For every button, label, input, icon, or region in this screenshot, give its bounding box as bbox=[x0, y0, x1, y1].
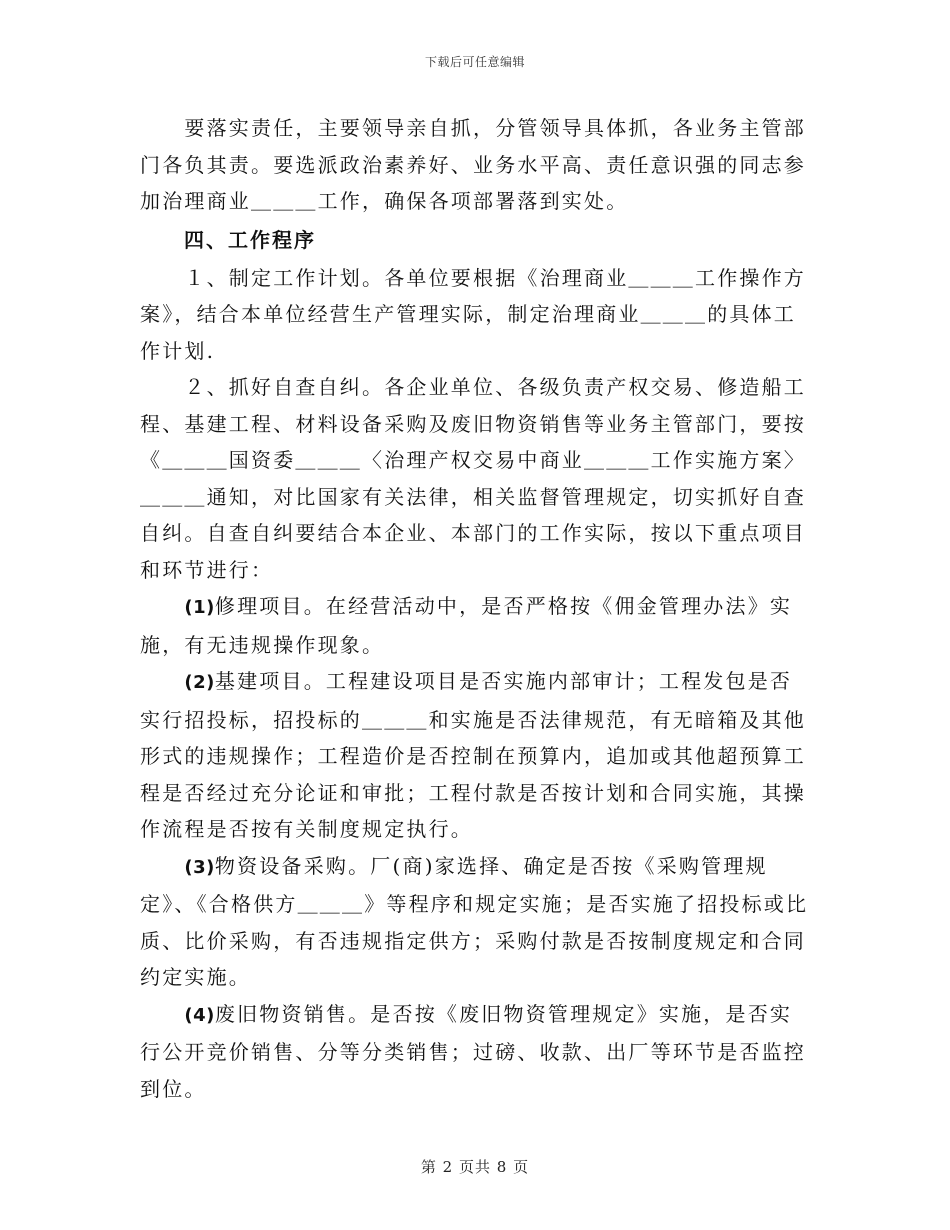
item-4-paragraph bbox=[140, 996, 810, 1108]
section-heading: 四、工作程序 bbox=[140, 227, 316, 252]
item-2-paragraph bbox=[140, 663, 810, 848]
item-1-text: 修理项目。在经营活动中，是否严格按《佣金管理办法》实施，有无违规操作现象。 bbox=[140, 594, 793, 657]
document-body bbox=[140, 110, 810, 1107]
step-1-paragraph: １、制定工作计划。各单位要根据《治理商业＿＿＿工作操作方案》，结合本单位经营生产管理实际，制定治理商业＿＿＿的具体工作计划. bbox=[140, 265, 806, 363]
page-footer: 第 2 页共 8 页 bbox=[420, 1158, 530, 1176]
item-3-number: (3) bbox=[184, 856, 215, 878]
item-2-text: 基建项目。工程建设项目是否实施内部审计；工程发包是否实行招投标，招投标的＿＿＿和实施是否法律规范，有无暗箱及其他形式的违规操作；工程造价是否控制在预算内，追加或其他超预算工程是否经过充分论证和审批；工程付款是否按计划和合同实施，其操作流程是否按有关制度规定执行。 bbox=[140, 669, 806, 841]
item-4-text: 废旧物资销售。是否按《废旧物资管理规定》实施，是否实行公开竞价销售、分等分类销售；过磅、收款、出厂等环节是否监控到位。 bbox=[140, 1001, 806, 1101]
item-4-number: (4) bbox=[184, 1004, 215, 1026]
item-2-number: (2) bbox=[184, 672, 215, 693]
item-1-paragraph bbox=[140, 588, 810, 663]
item-3-paragraph bbox=[140, 848, 810, 996]
intro-paragraph: 要落实责任，主要领导亲自抓，分管领导具体抓，各业务主管部门各负其责。要选派政治素养好、业务水平高、责任意识强的同志参加治理商业＿＿＿工作，确保各项部署落到实处。 bbox=[140, 116, 806, 213]
item-3-text: 物资设备采购。厂(商)家选择、确定是否按《采购管理规定》、《合格供方＿＿＿》等程序和规定实施；是否实施了招投标或比质、比价采购，有否违规指定供方；采购付款是否按制度规定和合同约定实施。 bbox=[140, 853, 809, 989]
item-1-number: (1) bbox=[184, 597, 215, 618]
page-header: 下载后可任意编辑 bbox=[424, 55, 525, 69]
step-2-paragraph: ２、抓好自查自纠。各企业单位、各级负责产权交易、修造船工程、基建工程、材料设备采购及废旧物资销售等业务主管部门，要按《＿＿＿国资委＿＿＿〈治理产权交易中商业＿＿＿工作实施方案〉＿＿＿通知，对比国家有关法律，相关监督管理规定，切实抓好自查自纠。自查自纠要结合本企业、本部门的工作实际，按以下重点项目和环节进行： bbox=[140, 375, 806, 582]
